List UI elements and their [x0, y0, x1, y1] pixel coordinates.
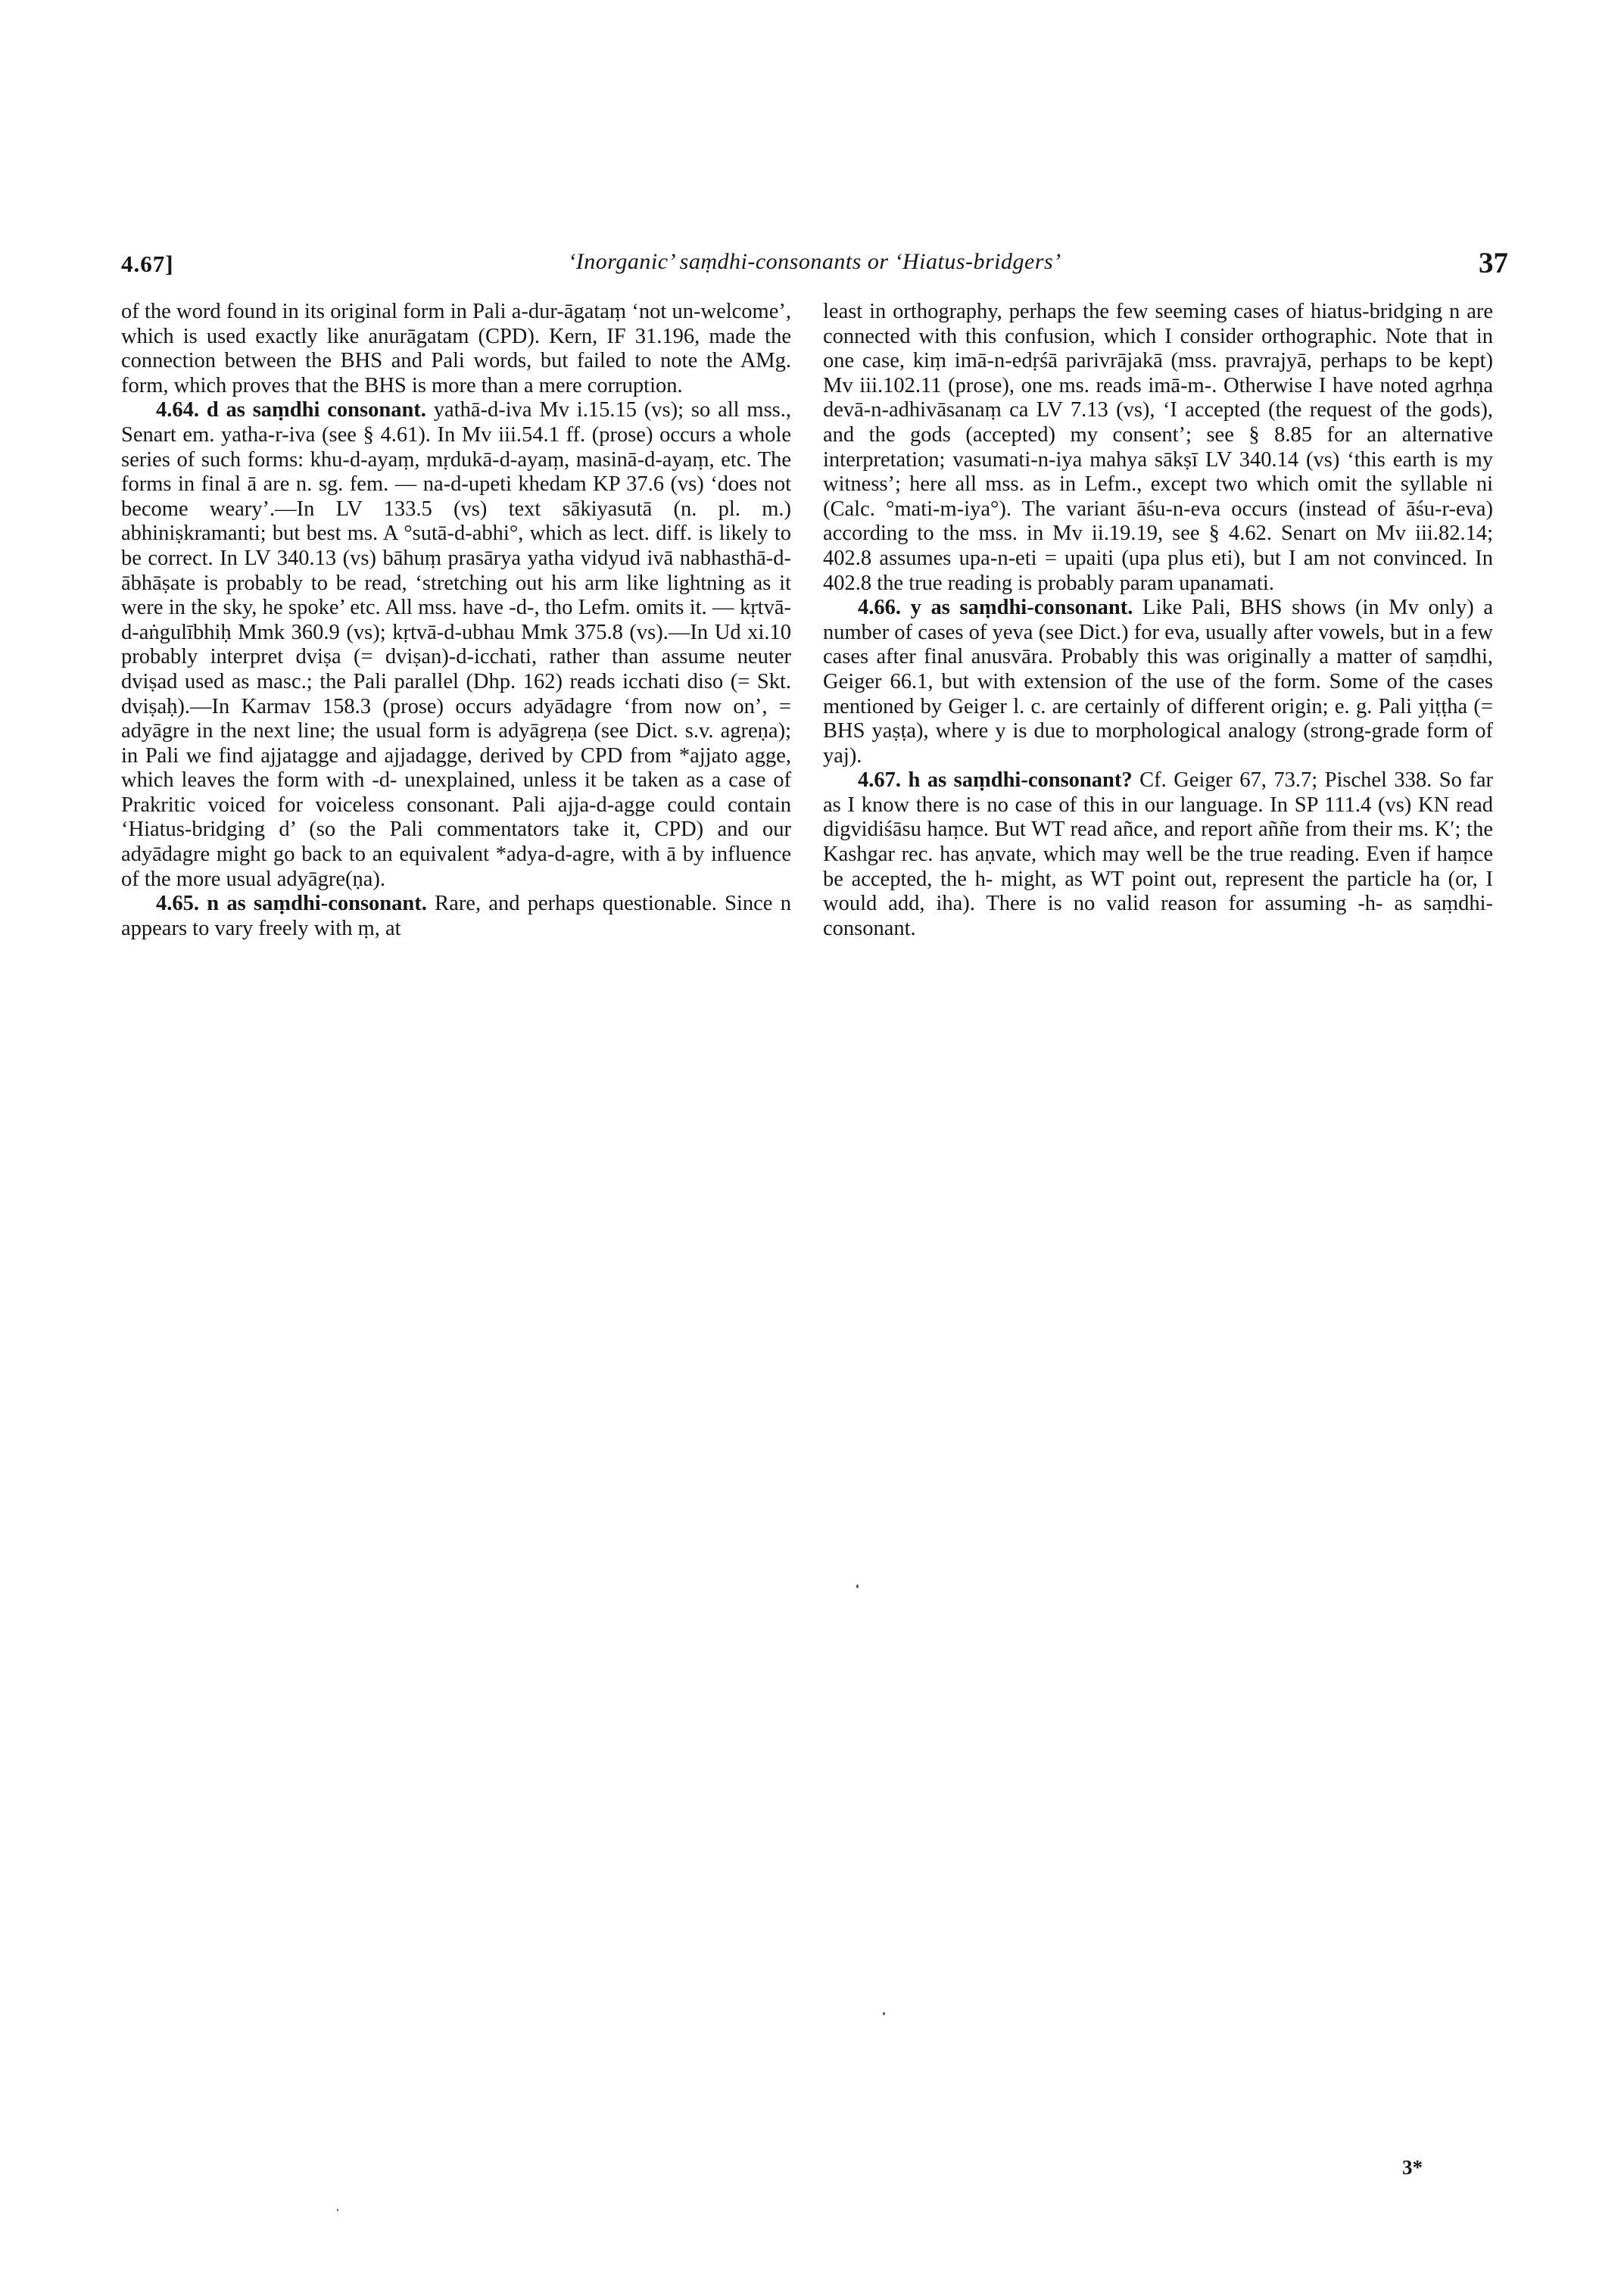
section-4-65	[121, 892, 791, 941]
scan-speck	[883, 2012, 885, 2015]
left-column	[121, 300, 791, 941]
section-heading: 4.64. d as saṃdhi consonant.	[156, 398, 426, 422]
header-title: ‘Inorganic’ saṃdhi-consonants or ‘Hiatus-bridgers’	[568, 249, 1061, 274]
section-body: Cf. Geiger 67, 73.7; Pischel 338. So far as I know there is no case of this in our language. In SP 111.4 (vs) KN read digvidiśāsu haṃce. But WT read añce, and report aññe from their ms. K′; the Kashgar rec. has aṇvate, which may well be the true reading. Even if haṃce be accepted, the h- might, as WT point out, represent the particle ha (or, I would add, iha). There is no valid reason for assuming -h- as saṃdhi-consonant.	[823, 768, 1493, 940]
paragraph-continuation: of the word found in its original form in Pali a-dur-āgataṃ ‘not un-welcome’, which is used exactly like anurāgatam (CPD). Kern, IF 31.196, made the connection between the BHS and Pali words, but failed to note the AMg. form, which proves that the BHS is more than a mere corruption.	[121, 300, 791, 397]
section-4-67	[823, 768, 1493, 941]
section-body: Rare, and perhaps questionable. Since n appears to vary freely with ṃ, at	[121, 892, 791, 940]
running-header	[121, 246, 1508, 287]
section-heading: 4.66. y as saṃdhi-consonant.	[858, 596, 1133, 620]
section-heading: 4.67. h as saṃdhi-consonant?	[858, 768, 1133, 793]
section-heading: 4.65. n as saṃdhi-consonant.	[156, 892, 427, 916]
paragraph-continuation: least in orthography, perhaps the few seeming cases of hiatus-bridging n are connected with this confusion, which I consider orthographic. Note that in one case, kiṃ imā-n-edṛśā parivrājakā (mss. pravrajyā, perhaps to be kept) Mv iii.102.11 (prose), one ms. reads imā-m-. Otherwise I have noted agrhṇa devā-n-adhivāsanaṃ ca LV 7.13 (vs), ‘I accepted (the request of the gods), and the gods (accepted) my consent’; see § 8.85 for an alternative interpretation; vasumati-n-iya mahya sākṣī LV 340.14 (vs) ‘this earth is my witness’; here all mss. as in Lefm., except two which omit the syllable ni (Calc. °mati-m-iya°). The variant āśu-n-eva occurs (instead of āśu-r-eva) according to the mss. in Mv ii.19.19, see § 4.62. Senart on Mv iii.82.14; 402.8 assumes upa-n-eti = upaiti (upa plus eti), but I am not convinced. In 402.8 the true reading is probably param upanamati.	[823, 300, 1493, 595]
signature-mark: 3*	[1402, 2156, 1423, 2179]
section-body: Like Pali, BHS shows (in Mv only) a number of cases of yeva (see Dict.) for eva, usually after vowels, but in a few cases after final anusvāra. Probably this was originally a matter of saṃdhi, Geiger 66.1, but with extension of the use of the form. Some of the cases mentioned by Geiger l. c. are certainly of different origin; e. g. Pali yiṭṭha (= BHS yaṣṭa), where y is due to morphological analogy (strong-grade form of yaj).	[823, 596, 1493, 768]
section-body: yathā-d-iva Mv i.15.15 (vs); so all mss., Senart em. yatha-r-iva (see § 4.61). In Mv iii.54.1 ff. (prose) occurs a whole series of such forms: khu-d-ayaṃ, mṛdukā-d-ayaṃ, masinā-d-ayaṃ, etc. The forms in final ā are n. sg. fem. — na-d-upeti khedam KP 37.6 (vs) ‘does not become weary’.—In LV 133.5 (vs) text sākiyasutā (n. pl. m.) abhiniṣkramanti; but best ms. A °sutā-d-abhi°, which as lect. diff. is likely to be correct. In LV 340.13 (vs) bāhuṃ prasārya yatha vidyud ivā nabhasthā-d-ābhāṣate is probably to be read, ‘stretching out his arm like lightning as it were in the sky, he spoke’ etc. All mss. have -d-, tho Lefm. omits it. — kṛtvā-d-aṅgulībhiḥ Mmk 360.9 (vs); kṛtvā-d-ubhau Mmk 375.8 (vs).—In Ud xi.10 probably interpret dviṣa (= dviṣan)-d-icchati, rather than assume neuter dviṣad used as masc.; the Pali parallel (Dhp. 162) reads icchati diso (= Skt. dviṣaḥ).—In Karmav 158.3 (prose) occurs adyādagre ‘from now on’, = adyāgre in the next line; the usual form is adyāgreṇa (see Dict. s.v. agreṇa); in Pali we find ajjatagge and ajjadagge, derived by CPD from *ajjato agge, which leaves the form with -d- unexplained, unless it be taken as a case of Prakritic voiced for voiceless consonant. Pali ajja-d-agge could contain ‘Hiatus-bridging d’ (so the Pali commentators take it, CPD) and our adyādagre might go back to an equivalent *adya-d-agre, with ā by influence of the more usual adyāgre(ṇa).	[121, 398, 791, 891]
scan-speck	[856, 1584, 859, 1588]
section-4-66	[823, 596, 1493, 768]
section-4-64	[121, 398, 791, 892]
page-number: 37	[1479, 247, 1508, 279]
right-column	[823, 300, 1493, 941]
scan-speck	[337, 2209, 338, 2211]
header-section-number: 4.67]	[121, 251, 174, 277]
